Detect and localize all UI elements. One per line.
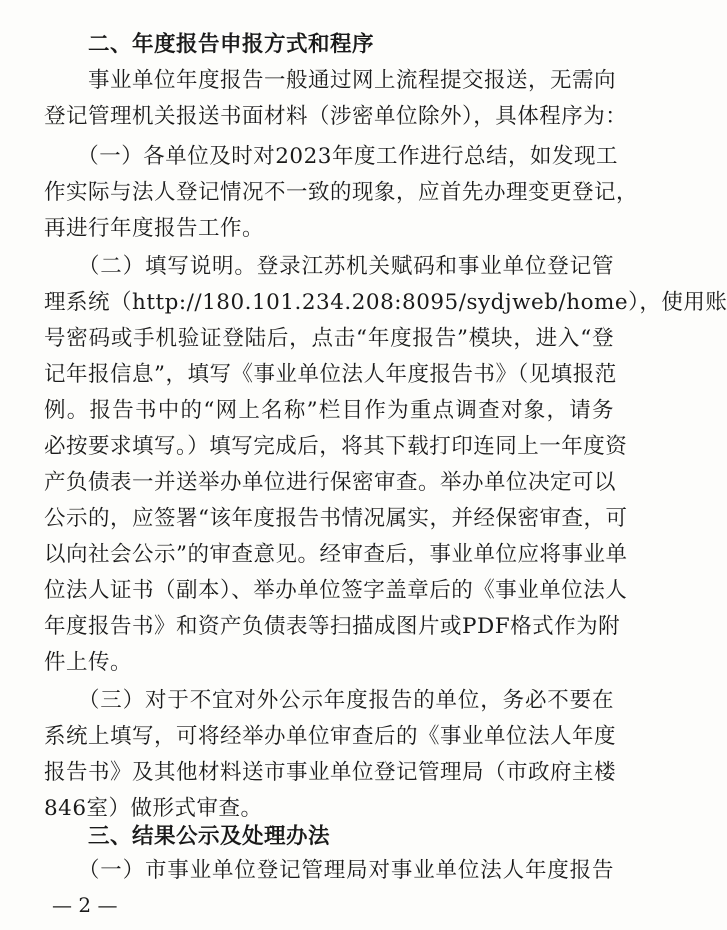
paragraph-line: 再进行年度报告工作。 — [44, 216, 265, 241]
section-heading-3: 三、结果公示及处理办法 — [88, 824, 331, 849]
paragraph-line: 记年报信息”，填写《事业单位法人年度报告书》（见填报范 — [44, 362, 617, 387]
page-number: — 2 — — [52, 893, 118, 917]
paragraph-line: （三）对于不宜对外公示年度报告的单位，务必不要在 — [44, 688, 614, 713]
paragraph-line: （一）各单位及时对2023年度工作进行总结，如发现工 — [44, 144, 618, 169]
paragraph-line: 系统上填写，可将经举办单位审查后的《事业单位法人年度 — [44, 724, 617, 749]
paragraph-line: 年度报告书》和资产负债表等扫描成图片或PDF格式作为附 — [44, 614, 621, 639]
paragraph-line: 报告书》及其他材料送市事业单位登记管理局（市政府主楼 — [44, 760, 617, 785]
paragraph-line: 作实际与法人登记情况不一致的现象，应首先办理变更登记， — [44, 180, 639, 205]
paragraph-line: 件上传。 — [44, 650, 133, 675]
paragraph-line: （二）填写说明。登录江苏机关赋码和事业单位登记管 — [44, 254, 614, 279]
paragraph-line: 理系统（http://180.101.234.208:8095/sydjweb/home），使用账 — [44, 290, 727, 315]
paragraph-line: 公示的，应签署“该年度报告书情况属实，并经保密审查，可 — [44, 506, 628, 531]
paragraph-line: （一）市事业单位登记管理局对事业单位法人年度报告 — [44, 858, 614, 883]
paragraph-line: 产负债表一并送举办单位进行保密审查。举办单位决定可以 — [44, 470, 617, 495]
paragraph-line: 位法人证书（副本）、举办单位签字盖章后的《事业单位法人 — [44, 578, 628, 603]
paragraph-line: 以向社会公示”的审查意见。经审查后，事业单位应将事业单 — [44, 542, 628, 567]
paragraph-line: 必按要求填写。）填写完成后，将其下载打印连同上一年度资 — [44, 434, 628, 459]
paragraph-line: 号密码或手机验证登陆后，点击“年度报告”模块，进入“登 — [44, 326, 614, 351]
section-heading-2: 二、年度报告申报方式和程序 — [88, 32, 375, 57]
paragraph-line: 例。报告书中的“网上名称”栏目作为重点调查对象，请务 — [44, 398, 614, 423]
paragraph-line: 846室）做形式审查。 — [44, 796, 263, 821]
paragraph-line: 登记管理机关报送书面材料（涉密单位除外），具体程序为： — [44, 104, 628, 129]
paragraph-line: 事业单位年度报告一般通过网上流程提交报送，无需向 — [44, 68, 617, 93]
